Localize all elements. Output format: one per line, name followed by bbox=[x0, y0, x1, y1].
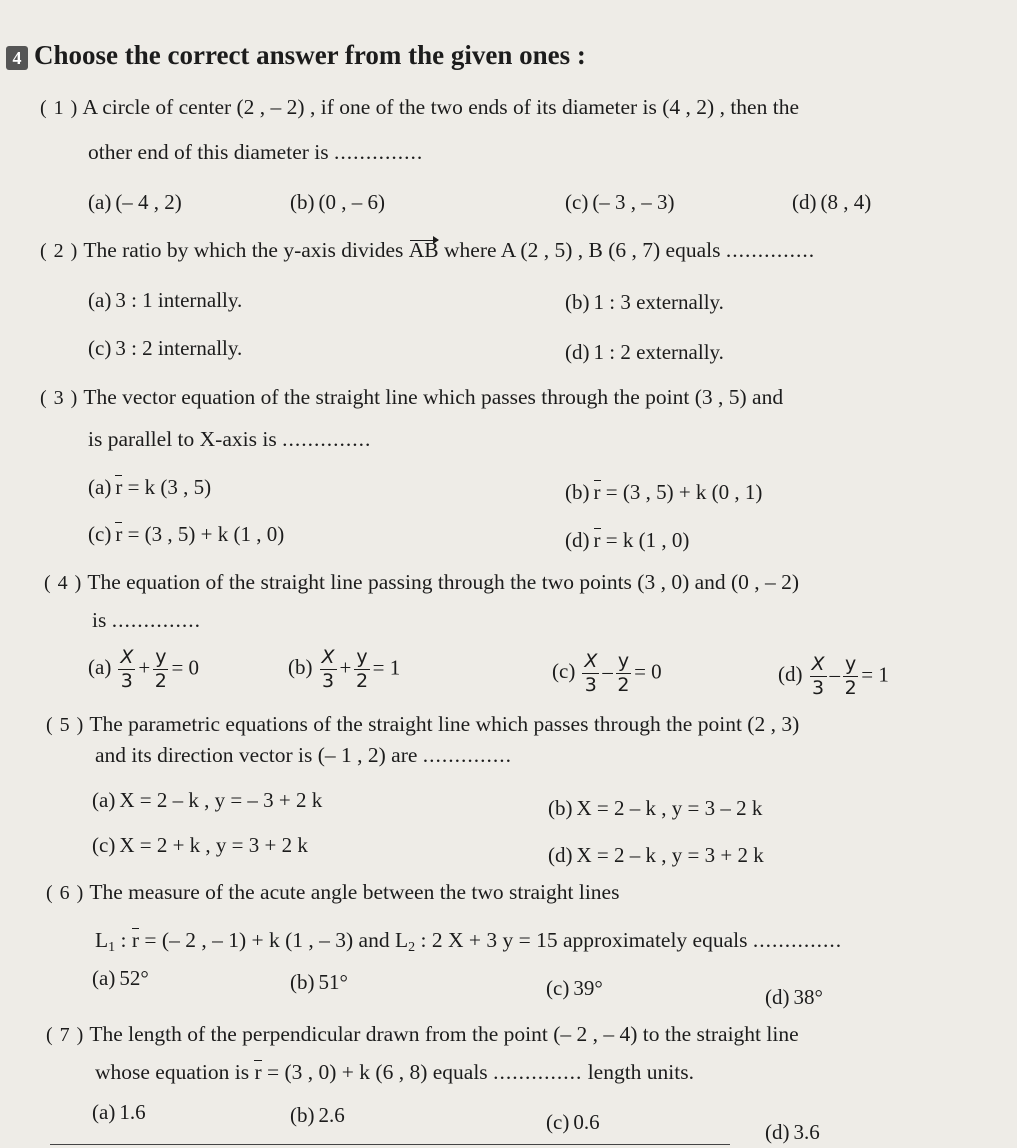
q4-option-a[interactable] bbox=[88, 648, 199, 691]
question-text: The ratio by which the y-axis divides bbox=[83, 238, 404, 262]
option-text: 1 : 3 externally. bbox=[593, 290, 724, 314]
operator: – bbox=[829, 662, 841, 687]
option-label: (b) bbox=[565, 480, 590, 504]
q3-option-a[interactable] bbox=[88, 475, 211, 500]
fraction-x-over-3: $\frac{X}{3}$ bbox=[584, 650, 598, 696]
question-text: The length of the perpendicular drawn from the point (– 2 , – 4) to the straight line bbox=[89, 1022, 799, 1046]
answer-blank: .............. bbox=[422, 743, 513, 767]
equation-text: : 2 X + 3 y = 15 approximately equals bbox=[420, 928, 748, 952]
question-number: ( 4 ) bbox=[44, 572, 83, 594]
answer-blank: .............. bbox=[752, 928, 843, 952]
q6-option-c[interactable] bbox=[546, 976, 603, 1001]
vector-r: r bbox=[115, 522, 123, 546]
option-rhs: = 1 bbox=[372, 655, 401, 680]
q1-option-a[interactable] bbox=[88, 190, 182, 215]
option-text: 1.6 bbox=[119, 1100, 146, 1124]
option-text: 3.6 bbox=[793, 1120, 820, 1144]
fraction-y-over-2: $\frac{y}{2}$ bbox=[844, 653, 857, 699]
question-3-line-1 bbox=[40, 385, 783, 410]
option-label: (b) bbox=[548, 796, 573, 820]
section-number-badge: 4 bbox=[6, 46, 28, 70]
option-label: (d) bbox=[565, 340, 590, 364]
question-text: is parallel to X-axis is bbox=[88, 427, 277, 451]
vector-ab: AB bbox=[408, 238, 439, 262]
option-text: (– 3 , – 3) bbox=[592, 190, 675, 214]
option-label: (b) bbox=[290, 970, 315, 994]
option-text: = (3 , 5) + k (0 , 1) bbox=[605, 480, 763, 504]
q7-option-d[interactable] bbox=[765, 1120, 820, 1145]
option-label: (c) bbox=[92, 833, 116, 857]
question-1-line-1 bbox=[40, 95, 799, 120]
option-label: (d) bbox=[765, 985, 790, 1009]
q2-option-a[interactable] bbox=[88, 288, 242, 313]
option-label: (a) bbox=[88, 190, 112, 214]
question-number: ( 1 ) bbox=[40, 97, 79, 119]
option-label: (a) bbox=[92, 966, 116, 990]
vector-r: r bbox=[254, 1060, 262, 1084]
q4-option-d[interactable] bbox=[778, 655, 889, 698]
option-label: (b) bbox=[565, 290, 590, 314]
option-label: (d) bbox=[778, 662, 803, 687]
question-text: A circle of center (2 , – 2) , if one of the two ends of its diameter is (4 , 2) , then the bbox=[82, 95, 799, 119]
option-label: (d) bbox=[548, 843, 573, 867]
q3-option-c[interactable] bbox=[88, 522, 284, 547]
question-text: is bbox=[92, 608, 107, 632]
bottom-rule bbox=[50, 1144, 730, 1145]
question-number: ( 5 ) bbox=[46, 714, 85, 736]
option-text: X = 2 – k , y = 3 + 2 k bbox=[576, 843, 764, 867]
q6-option-d[interactable] bbox=[765, 985, 823, 1010]
q5-option-a[interactable] bbox=[92, 788, 322, 813]
q4-option-b[interactable] bbox=[288, 648, 400, 691]
operator: – bbox=[602, 659, 613, 684]
fraction-x-over-3: $\frac{X}{3}$ bbox=[120, 646, 134, 692]
question-2-line-1 bbox=[40, 238, 815, 263]
question-5-line-2 bbox=[95, 743, 512, 768]
question-6-line-2 bbox=[95, 928, 842, 956]
option-label: (c) bbox=[546, 976, 570, 1000]
equation-text: = (3 , 0) + k (6 , 8) equals bbox=[266, 1060, 488, 1084]
fraction-x-over-3: $\frac{X}{3}$ bbox=[321, 646, 335, 692]
colon: : bbox=[115, 928, 132, 952]
fraction-x-over-3: $\frac{X}{3}$ bbox=[811, 653, 825, 699]
fraction-y-over-2: $\frac{y}{2}$ bbox=[154, 646, 167, 692]
answer-blank: .............. bbox=[282, 427, 372, 451]
question-number: ( 7 ) bbox=[46, 1024, 85, 1046]
option-label: (a) bbox=[92, 788, 116, 812]
option-label: (a) bbox=[88, 288, 112, 312]
q3-option-b[interactable] bbox=[565, 480, 762, 505]
answer-blank: .............. bbox=[725, 238, 816, 262]
option-label: (d) bbox=[565, 528, 590, 552]
q7-option-a[interactable] bbox=[92, 1100, 146, 1125]
question-number: ( 6 ) bbox=[46, 882, 85, 904]
question-text: length units. bbox=[587, 1060, 694, 1084]
option-label: (c) bbox=[565, 190, 589, 214]
option-text: (0 , – 6) bbox=[318, 190, 385, 214]
q3-option-d[interactable] bbox=[565, 528, 689, 553]
option-text: (8 , 4) bbox=[820, 190, 872, 214]
question-text: The parametric equations of the straight line which passes through the point (2 , 3) bbox=[89, 712, 800, 736]
option-text: = k (1 , 0) bbox=[605, 528, 690, 552]
question-5-line-1 bbox=[46, 712, 799, 737]
option-text: X = 2 – k , y = 3 – 2 k bbox=[576, 796, 763, 820]
question-text: The measure of the acute angle between the two straight lines bbox=[89, 880, 620, 904]
q6-option-a[interactable] bbox=[92, 966, 149, 991]
option-text: 52° bbox=[119, 966, 149, 990]
option-label: (d) bbox=[765, 1120, 790, 1144]
option-label: (d) bbox=[792, 190, 817, 214]
question-number: ( 3 ) bbox=[40, 387, 79, 409]
q2-option-c[interactable] bbox=[88, 336, 242, 361]
option-text: 3 : 2 internally. bbox=[115, 336, 243, 360]
q2-option-b[interactable] bbox=[565, 290, 724, 315]
question-7-line-1 bbox=[46, 1022, 799, 1047]
question-text: The equation of the straight line passing through the two points (3 , 0) and (0 , – 2) bbox=[87, 570, 800, 594]
q1-option-c[interactable] bbox=[565, 190, 675, 215]
option-text: 0.6 bbox=[573, 1110, 600, 1134]
option-text: 3 : 1 internally. bbox=[115, 288, 243, 312]
option-label: (a) bbox=[88, 475, 112, 499]
fraction-y-over-2: $\frac{y}{2}$ bbox=[355, 646, 369, 692]
option-text: X = 2 + k , y = 3 + 2 k bbox=[119, 833, 308, 857]
q7-option-c[interactable] bbox=[546, 1110, 600, 1135]
q1-option-d[interactable] bbox=[792, 190, 871, 215]
q4-option-c[interactable] bbox=[552, 652, 662, 695]
option-rhs: = 0 bbox=[634, 659, 662, 684]
vector-r: r bbox=[115, 475, 123, 499]
equation-text: = (– 2 , – 1) + k (1 , – 3) and bbox=[144, 928, 390, 952]
q7-option-b[interactable] bbox=[290, 1103, 345, 1128]
option-rhs: = 0 bbox=[171, 655, 200, 680]
option-text: = (3 , 5) + k (1 , 0) bbox=[127, 522, 285, 546]
option-text: X = 2 – k , y = – 3 + 2 k bbox=[119, 788, 323, 812]
question-text: and its direction vector is (– 1 , 2) are bbox=[95, 743, 418, 767]
question-7-line-2 bbox=[95, 1060, 694, 1085]
answer-blank: .............. bbox=[111, 608, 201, 632]
question-text: The vector equation of the straight line which passes through the point (3 , 5) and bbox=[83, 385, 784, 409]
heading-text: Choose the correct answer from the given ones : bbox=[34, 40, 586, 70]
question-6-line-1 bbox=[46, 880, 619, 905]
vector-r: r bbox=[131, 928, 140, 952]
question-1-line-2 bbox=[88, 140, 423, 165]
option-label: (a) bbox=[88, 655, 112, 680]
question-text: where A (2 , 5) , B (6 , 7) equals bbox=[444, 238, 721, 262]
q5-option-b[interactable] bbox=[548, 796, 762, 821]
section-heading bbox=[6, 40, 586, 71]
option-text: (– 4 , 2) bbox=[115, 190, 182, 214]
option-label: (c) bbox=[88, 522, 112, 546]
option-text: 51° bbox=[318, 970, 348, 994]
operator: + bbox=[138, 655, 151, 680]
operator: + bbox=[339, 655, 352, 680]
option-label: (b) bbox=[290, 190, 315, 214]
question-text: other end of this diameter is bbox=[88, 140, 329, 164]
option-label: (c) bbox=[88, 336, 112, 360]
option-text: 38° bbox=[793, 985, 823, 1009]
q2-option-d[interactable] bbox=[565, 340, 724, 365]
vector-r: r bbox=[593, 528, 601, 552]
vector-r: r bbox=[593, 480, 601, 504]
option-text: 1 : 2 externally. bbox=[593, 340, 724, 364]
line-l1: $L_1$ bbox=[95, 928, 116, 955]
q6-option-b[interactable] bbox=[290, 970, 348, 995]
option-text: 39° bbox=[573, 976, 603, 1000]
option-label: (c) bbox=[546, 1110, 570, 1134]
fraction-y-over-2: $\frac{y}{2}$ bbox=[617, 650, 630, 696]
question-3-line-2 bbox=[88, 427, 371, 452]
answer-blank: .............. bbox=[334, 140, 424, 164]
option-label: (c) bbox=[552, 659, 576, 684]
option-text: 2.6 bbox=[318, 1103, 345, 1127]
option-label: (a) bbox=[92, 1100, 116, 1124]
q5-option-d[interactable] bbox=[548, 843, 764, 868]
option-rhs: = 1 bbox=[861, 662, 889, 687]
q5-option-c[interactable] bbox=[92, 833, 308, 858]
answer-blank: .............. bbox=[493, 1060, 583, 1084]
question-4-line-1 bbox=[44, 570, 799, 595]
question-4-line-2 bbox=[92, 608, 201, 633]
option-label: (b) bbox=[288, 655, 313, 680]
question-text: whose equation is bbox=[95, 1060, 250, 1084]
line-l2: $L_2$ bbox=[394, 928, 416, 955]
q1-option-b[interactable] bbox=[290, 190, 385, 215]
option-text: = k (3 , 5) bbox=[127, 475, 212, 499]
question-number: ( 2 ) bbox=[40, 240, 79, 262]
option-label: (b) bbox=[290, 1103, 315, 1127]
